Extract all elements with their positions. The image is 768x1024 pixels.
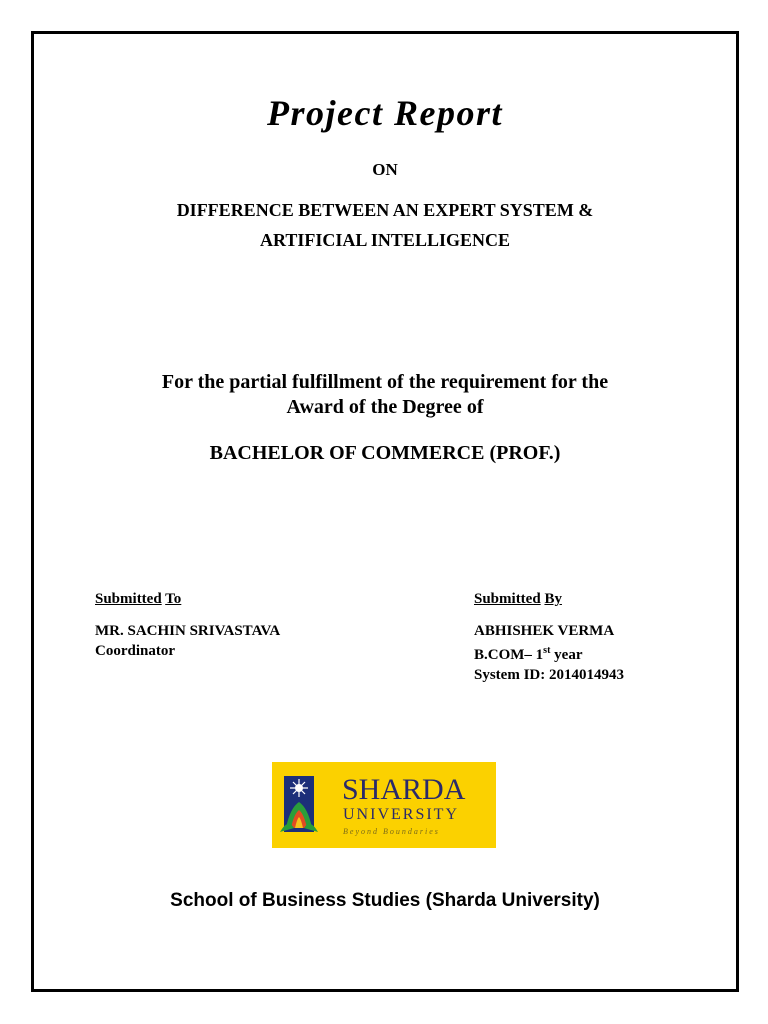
submitted-by-word1: Submitted (474, 591, 541, 607)
submitted-by-word2: By (544, 591, 562, 607)
submitted-by-system-id: System ID: 2014014943 (474, 667, 624, 683)
purpose-line-1: For the partial fulfillment of the requirement for the (161, 371, 609, 393)
degree-name: BACHELOR OF COMMERCE (PROF.) (209, 442, 561, 464)
university-emblem-icon (272, 762, 496, 848)
submitted-to-block (95, 589, 280, 661)
submitted-by-course (474, 641, 624, 665)
university-logo (272, 762, 496, 848)
submitted-to-heading (95, 589, 280, 609)
logo-line1: SHARDA (342, 773, 466, 806)
submitted-to-name: MR. SACHIN SRIVASTAVA (95, 623, 281, 639)
course-superscript: st (543, 645, 551, 656)
topic-line-1: DIFFERENCE BETWEEN AN EXPERT SYSTEM & (176, 200, 594, 220)
submitted-by-heading (474, 589, 624, 609)
report-title: Project Report (267, 93, 503, 133)
report-topic (31, 195, 739, 255)
on-label: ON (372, 160, 398, 179)
topic-line-2: ARTIFICIAL INTELLIGENCE (260, 230, 510, 250)
submitted-to-word1: Submitted (95, 591, 162, 607)
purpose-statement (31, 370, 739, 420)
footer-school-name: School of Business Studies (Sharda University) (170, 890, 600, 911)
submitted-to-role: Coordinator (95, 643, 175, 659)
logo-tagline: Beyond Boundaries (343, 827, 440, 836)
submitted-by-block (474, 589, 624, 685)
course-suffix: year (550, 647, 583, 663)
course-prefix: B.COM– 1 (474, 647, 544, 663)
submitted-by-name: ABHISHEK VERMA (474, 623, 615, 639)
logo-line2: UNIVERSITY (343, 806, 459, 823)
purpose-line-2: Award of the Degree of (286, 396, 484, 418)
submitted-to-word2: To (165, 591, 182, 607)
